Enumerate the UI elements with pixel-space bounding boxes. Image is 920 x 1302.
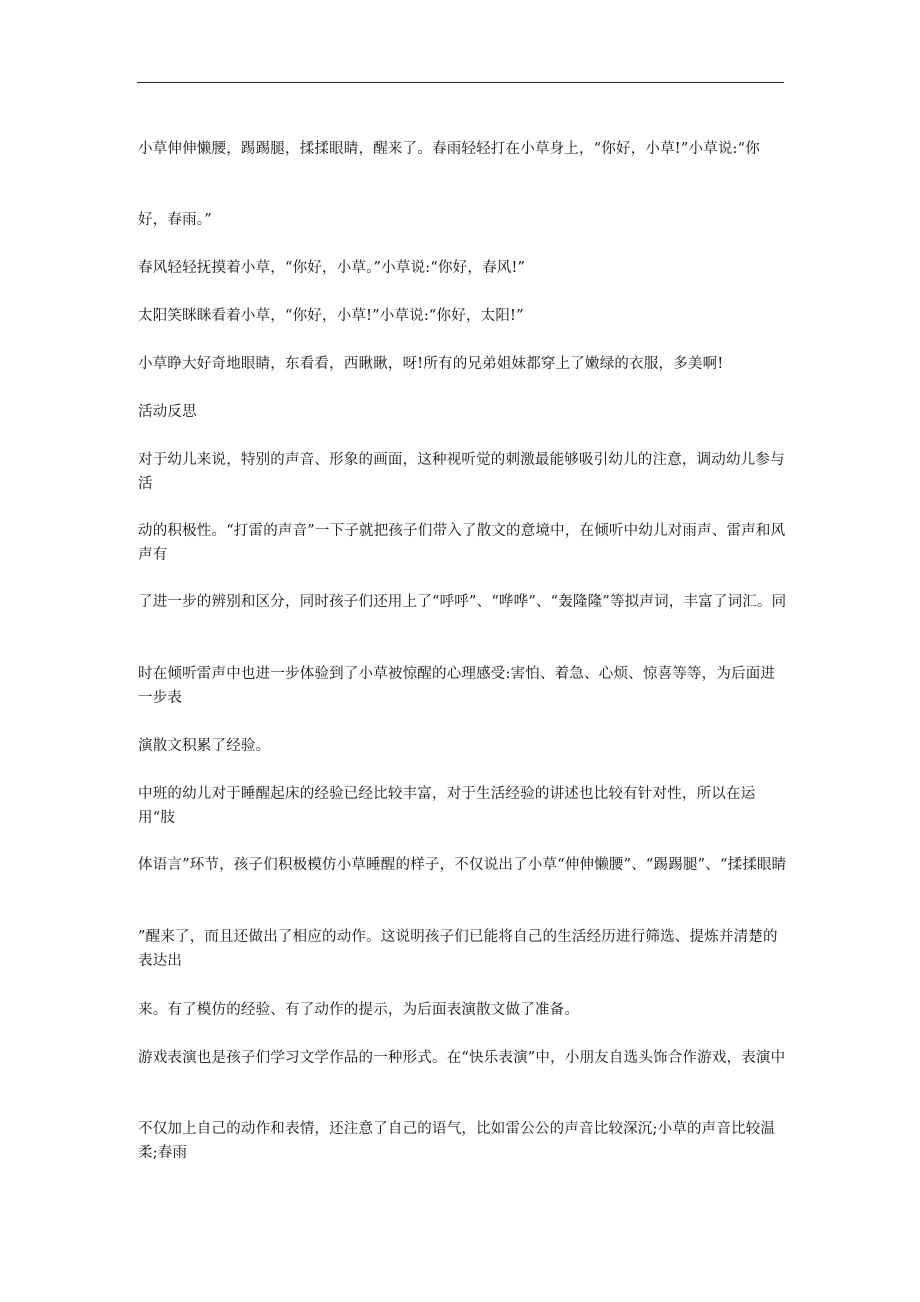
paragraph: ”醒来了，而且还做出了相应的动作。这说明孩子们已能将自己的生活经历进行筛选、提炼并清楚的表达出 bbox=[138, 929, 778, 969]
paragraph: 好，春雨。” bbox=[138, 212, 212, 228]
paragraph: 动的积极性。“打雷的声音”一下子就把孩子们带入了散文的意境中，在倾听中幼儿对雨声、雷声和风声有 bbox=[138, 523, 786, 563]
paragraph: 太阳笑眯眯看着小草，“你好，小草!”小草说:“你好，太阳!” bbox=[138, 308, 524, 324]
paragraph: 小草睁大好奇地眼睛，东看看，西瞅瞅，呀!所有的兄弟姐妹都穿上了嫩绿的衣服，多美啊! bbox=[138, 356, 724, 372]
header-rule bbox=[137, 82, 784, 83]
paragraph: 小草伸伸懒腰，踢踢腿，揉揉眼睛，醒来了。春雨轻轻打在小草身上，“你好，小草!”小草说:“你 bbox=[138, 141, 760, 157]
paragraph: 了进一步的辨别和区分，同时孩子们还用上了“呼呼”、“哗哗”、“轰隆隆”等拟声词，丰富了词汇。同 bbox=[138, 594, 787, 610]
paragraph: 对于幼儿来说，特别的声音、形象的画面，这种视听觉的刺激最能够吸引幼儿的注意，调动幼儿参与活 bbox=[138, 452, 785, 492]
paragraph: 来。有了模仿的经验、有了动作的提示，为后面表演散文做了准备。 bbox=[138, 1002, 579, 1018]
paragraph: 春风轻轻抚摸着小草，“你好，小草。”小草说:“你好，春风!” bbox=[138, 260, 526, 276]
paragraph: 体语言”环节，孩子们积极模仿小草睡醒的样子，不仅说出了小草“伸伸懒腰”、“踢踢腿”、“揉揉眼睛 bbox=[138, 857, 787, 873]
paragraph: 游戏表演也是孩子们学习文学作品的一种形式。在“快乐表演”中，小朋友自选头饰合作游戏，表演中 bbox=[138, 1050, 786, 1066]
section-heading: 活动反思 bbox=[138, 404, 197, 420]
paragraph: 演散文积累了经验。 bbox=[138, 738, 271, 754]
paragraph: 不仅加上自己的动作和表情，还注意了自己的语气，比如雷公公的声音比较深沉;小草的声音比较温柔;春雨 bbox=[138, 1121, 776, 1161]
paragraph: 时在倾听雷声中也进一步体验到了小草被惊醒的心理感受:害怕、着急、心烦、惊喜等等，为后面进一步表 bbox=[138, 666, 776, 706]
paragraph: 中班的幼儿对于睡醒起床的经验已经比较丰富，对于生活经验的讲述也比较有针对性，所以在运用“肢 bbox=[138, 786, 756, 826]
